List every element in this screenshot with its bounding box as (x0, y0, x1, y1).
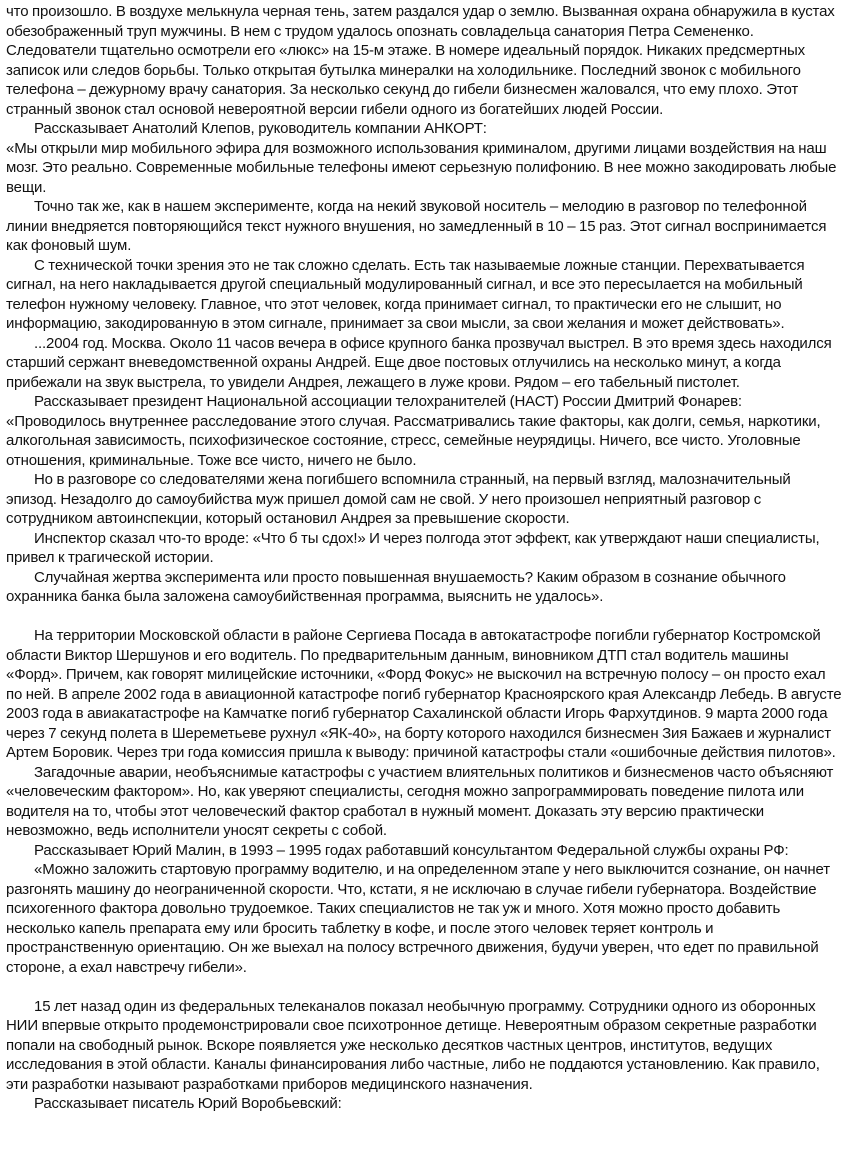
paragraph: 15 лет назад один из федеральных телеканалов показал необычную программу. Сотрудники одного из оборонных НИИ впервые открыто продемонстрировали свое психотронное детище. Невероятным образом секретные разработки попали на свободный рынок. Вскоре появляется уже несколько десятков частных центров, институтов, ведущих исследования в этой области. Каналы финансирования либо частные, либо не поддаются установлению. Как правило, эти разработки называют разработками приборов медицинского назначения. (6, 997, 820, 1093)
paragraph: «Можно заложить стартовую программу водителю, и на определенном этапе у него выключится сознание, он начнет разгонять машину до неограниченной скорости. Что, кстати, я не исключаю в случае гибели губернатора. Воздействие психогенного фактора довольно трудоемкое. Таких специалистов не так уж и много. Хотя можно просто добавить несколько капель препарата ему или бросить таблетку в кофе, и после этого человек теряет контроль и пространственную ориентацию. Он же выехал на полосу встречного движения, будучи уверен, что едет по правильной стороне, а ехал навстречу гибели». (6, 861, 830, 976)
paragraph: Но в разговоре со следователями жена погибшего вспомнила странный, на первый взгляд, малозначительный эпизод. Незадолго до самоубийства муж пришел домой сам не свой. У него произошел неприятный разговор с сотрудником автоинспекции, который остановил Андрея за превышение скорости. (6, 471, 791, 527)
paragraph: Рассказывает Анатолий Клепов, руководитель компании АНКОРТ: (34, 120, 487, 137)
paragraph: что произошло. В воздухе мелькнула черная тень, затем раздался удар о землю. Вызванная охрана обнаружила в кустах обезображенный труп мужчины. В нем с трудом удалось опознать совладельца санатория Петра Семененко. Следователи тщательно осмотрели его «люкс» на 15-м этаже. В номере идеальный порядок. Никаких предсмертных записок или следов борьбы. Только открытая бутылка минералки на холодильнике. Последний звонок с мобильного телефона – дежурному врачу санатория. За несколько секунд до гибели бизнесмен жаловался, что ему плохо. Этот странный звонок стал основой невероятной версии гибели одного из богатейших людей России. (6, 3, 835, 118)
paragraph: Случайная жертва эксперимента или просто повышенная внушаемость? Каким образом в сознание обычного охранника банка была заложена самоубийственная программа, выяснить не удалось». (6, 568, 786, 605)
paragraph: Загадочные аварии, необъяснимые катастрофы с участием влиятельных политиков и бизнесменов часто объясняют «человеческим фактором». Но, как уверяют специалисты, сегодня можно запрограммировать поведение пилота или водителя на то, чтобы этот человеческий фактор сработал в нужный момент. Доказать эту версию практически невозможно, ведь исполнители уносят секреты с собой. (6, 763, 834, 839)
paragraph: «Проводилось внутреннее расследование этого случая. Рассматривались такие факторы, как долги, семья, наркотики, алкогольная зависимость, психофизическое состояние, стресс, семейные неурядицы. Ничего, все чисто. Уголовные отношения, криминальные. Тоже все чисто, ничего не было. (6, 412, 821, 469)
paragraph: С технической точки зрения это не так сложно сделать. Есть так называемые ложные станции. Перехватывается сигнал, на него накладывается другой специальный модулированный сигнал, и все это пересылается на мобильный телефон нужному человеку. Главное, что этот человек, когда принимает сигнал, то практически его не слышит, но информацию, закодированную в этом сигнале, принимает за свои мысли, за свои желания и может действовать». (6, 256, 805, 332)
paragraph: Инспектор сказал что-то вроде: «Что б ты сдох!» И через полгода этот эффект, как утверждают наши специалисты, привел к трагической истории. (6, 529, 820, 566)
paragraph: Рассказывает президент Национальной ассоциации телохранителей (НАСТ) России Дмитрий Фонарев: (34, 393, 742, 410)
paragraph: Точно так же, как в нашем эксперименте, когда на некий звуковой носитель – мелодию в разговор по телефонной линии внедряется повторяющийся текст нужного внушения, но замедленный в 10 – 15 раз. Этот сигнал воспринимается как фоновый шум. (6, 198, 827, 254)
paragraph: ...2004 год. Москва. Около 11 часов вечера в офисе крупного банка прозвучал выстрел. В это время здесь находился старший сержант вневедомственной охраны Андрей. Еще двое постовых отлучились на несколько минут, а когда прибежали на звук выстрела, то увидели Андрея, лежащего в луже крови. Рядом – его табельный пистолет. (6, 334, 832, 391)
paragraph: Рассказывает писатель Юрий Воробьевский: (34, 1095, 342, 1112)
paragraph: На территории Московской области в районе Сергиева Посада в автокатастрофе погибли губернатор Костромской области Виктор Шершунов и его водитель. По предварительным данным, виновником ДТП стал водитель машины «Форд». Причем, как говорят милицейские источники, «Форд Фокус» не выскочил на встречную полосу – он просто ехал по ней. В апреле 2002 года в авиационной катастрофе погиб губернатор Красноярского края Александр Лебедь. В августе 2003 года в авиакатастрофе на Камчатке погиб губернатор Сахалинской области Игорь Фархутдинов. 9 марта 2000 года через 7 секунд полета в Шереметьеве рухнул «ЯК-40», на борту которого находился бизнесмен Зия Бажаев и журналист Артем Боровик. Через три года комиссия пришла к выводу: причиной катастрофы стали «ошибочные действия пилотов». (6, 627, 842, 761)
paragraph: «Мы открыли мир мобильного эфира для возможного использования криминалом, другими лицами воздействия на наш мозг. Это реально. Современные мобильные телефоны имеют серьезную полифонию. В нее можно закодировать любые вещи. (6, 139, 837, 196)
paragraph: Рассказывает Юрий Малин, в 1993 – 1995 годах работавший консультантом Федеральной службы охраны РФ: (34, 841, 789, 859)
document-page (6, 2, 842, 1114)
